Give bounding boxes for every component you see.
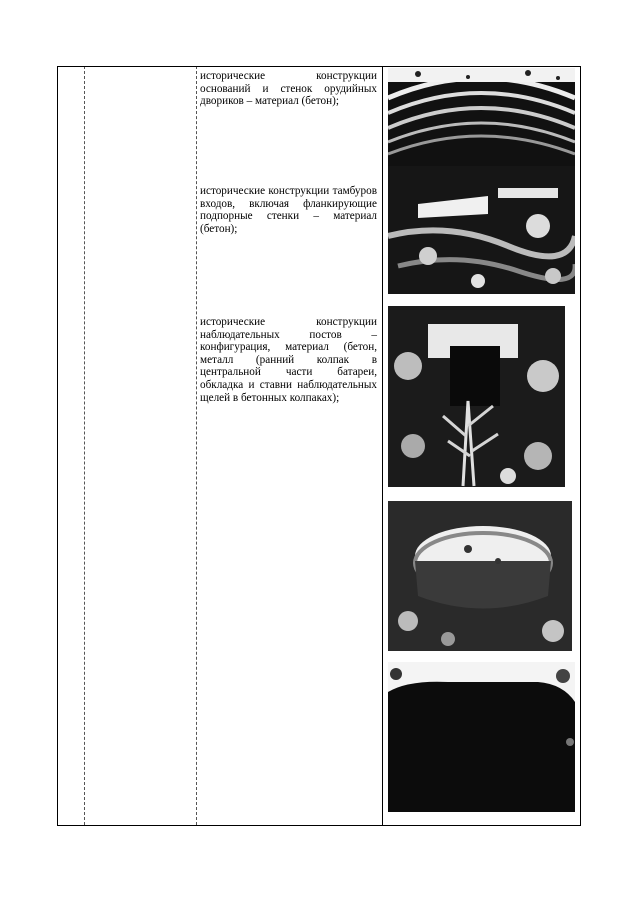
- table-column-divider-2: [196, 66, 197, 825]
- table-border-bottom: [57, 825, 581, 826]
- arched-concrete-vault-photo: [388, 68, 575, 166]
- table-column-divider-1: [84, 66, 85, 825]
- element-description-entrance-vestibules: исторические конструкции тамбуров входов, включая фланкирующие подпорные стенки – материал (бетон);: [200, 185, 377, 235]
- round-concrete-cap-photo: [388, 501, 572, 651]
- dark-concrete-dome-photo: [388, 662, 575, 812]
- element-description-concrete-gun-yards: исторические конструкции оснований и стенок орудийных двориков – материал (бетон);: [200, 70, 377, 108]
- element-description-observation-posts: исторические конструкции наблюдательных постов – конфигурация, материал (бетон, металл (ранний колпак в центральной части батареи, обкладка и ставни наблюдательных щелей в бетонных колпаках);: [200, 316, 377, 404]
- table-border-top: [57, 66, 581, 67]
- table-column-divider-3: [382, 66, 383, 825]
- entrance-vestibule-photo: [388, 166, 575, 294]
- table-border-left: [57, 66, 58, 825]
- table-border-right: [580, 66, 581, 825]
- observation-post-doorway-photo: [388, 306, 565, 487]
